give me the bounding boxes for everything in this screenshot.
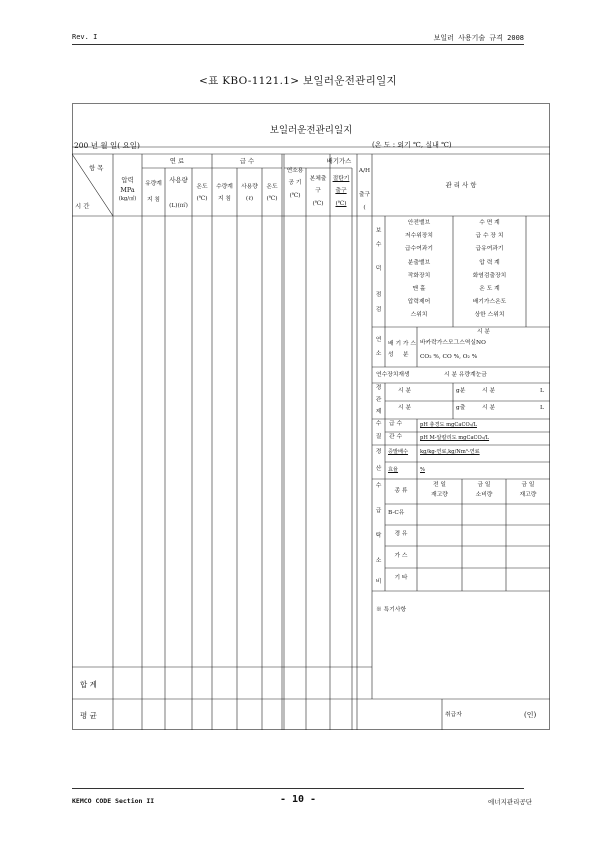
stock-side-4: 소 bbox=[375, 558, 382, 564]
blow-r1-label: g분 bbox=[456, 388, 466, 394]
combustion-air-header: 연소용 bbox=[286, 168, 304, 174]
water-boiler-label: 관 수 bbox=[389, 434, 403, 440]
water-side-1: 수 bbox=[375, 421, 382, 427]
footer-organization: 에너지관리공단 bbox=[488, 798, 532, 806]
gas-label: 배 기 가 스 성 분 bbox=[388, 341, 416, 358]
maint-left-1: 안전밸브 bbox=[407, 220, 431, 226]
table-caption: <표 KBO-1121.1> 보일러운전관리일지 bbox=[199, 75, 397, 87]
exhaust-body-sub: 구 bbox=[315, 188, 321, 194]
stock-consume-sub: 소비량 bbox=[475, 492, 493, 498]
maint-side-2: 수 bbox=[375, 242, 382, 248]
page-number: - 10 - bbox=[279, 794, 317, 805]
airheater-header: A/H bbox=[358, 168, 371, 174]
item-header: 항 목 bbox=[89, 164, 104, 172]
feedwater-meter-header: 수량계 bbox=[216, 184, 233, 190]
maint-left-8: 스위치 bbox=[410, 312, 428, 318]
maint-right-5: 화염검출장치 bbox=[472, 273, 507, 279]
economizer-header: 절탄기 bbox=[332, 176, 350, 182]
blow-side-2: 관 bbox=[375, 397, 382, 403]
feedwater-header: 급 수 bbox=[239, 157, 255, 165]
softener-value: 시 분 유량계눈금 bbox=[444, 372, 487, 378]
stock-type-header: 종 류 bbox=[394, 488, 408, 494]
header-rule bbox=[72, 44, 524, 45]
evaporation-unit: kg/kg-연료,kg/Nm³-연료 bbox=[420, 449, 480, 455]
stock-today-header: 금 일 bbox=[521, 482, 535, 488]
fuel-temp-unit: (℃) bbox=[196, 196, 208, 202]
gas-side-1: 연 bbox=[375, 337, 382, 343]
revision-label: Rev. I bbox=[72, 33, 98, 41]
blow-r1-time2: 시 분 bbox=[482, 388, 496, 394]
maint-left-3: 급수여과기 bbox=[405, 246, 433, 252]
feedwater-temp-header: 온도 bbox=[266, 184, 278, 190]
airheater-sub: 출구 bbox=[358, 192, 371, 198]
blow-r2-time2: 시 분 bbox=[482, 405, 496, 411]
blow-r2-label: g출 bbox=[456, 405, 466, 411]
blow-r1-time: 시 분 bbox=[398, 388, 412, 394]
operator-label: 취급자 bbox=[445, 712, 462, 718]
water-feed-value: pH 총경도 mgCaCO₃/L bbox=[420, 422, 477, 428]
exhaust-body-header: 본체출 bbox=[309, 176, 327, 182]
efficiency-unit: % bbox=[420, 467, 425, 473]
stock-side-5: 비 bbox=[375, 579, 382, 585]
total-row-label: 합 계 bbox=[80, 680, 97, 689]
maint-left-7: 압력제어 bbox=[407, 299, 431, 305]
maint-side-3: 덕 bbox=[375, 266, 382, 272]
maint-right-3: 급유여과기 bbox=[475, 246, 504, 252]
maint-right-6: 온 도 계 bbox=[479, 286, 500, 292]
maint-side-5: 검 bbox=[375, 307, 382, 313]
document-header-title: 보일러 사용기술 규격 2008 bbox=[433, 34, 524, 42]
stock-side-2: 급 bbox=[375, 508, 382, 514]
softener-label: 연수장치재생 bbox=[376, 372, 410, 378]
efficiency-label: 효율 bbox=[388, 467, 399, 473]
water-side-2: 질 bbox=[375, 434, 382, 440]
combustion-air-unit: (℃) bbox=[289, 193, 301, 199]
stock-today-sub: 재고량 bbox=[519, 492, 537, 498]
temperature-line: (온 도 : 외기 ℃, 실내 ℃) bbox=[372, 141, 452, 149]
stock-item-gas: 가 스 bbox=[394, 553, 408, 559]
feedwater-meter-sub: 지 침 bbox=[217, 196, 232, 202]
maint-right-8: 상한 스위치 bbox=[474, 312, 505, 318]
special-notes-label: ※ 특기사항 bbox=[376, 607, 407, 613]
blow-r1-unit: L bbox=[540, 388, 544, 394]
management-header: 관 리 사 항 bbox=[445, 181, 477, 189]
stock-consume-header: 금 일 bbox=[477, 482, 491, 488]
blow-r2-time: 시 분 bbox=[398, 405, 412, 411]
blow-side-3: 제 bbox=[375, 409, 382, 415]
form-title: 보일러운전관리일지 bbox=[269, 125, 353, 136]
stock-side-3: 탁 bbox=[375, 533, 382, 539]
water-feed-label: 급 수 bbox=[389, 421, 403, 427]
feedwater-usage-unit: (ℓ) bbox=[245, 196, 254, 202]
maint-right-1: 수 면 계 bbox=[479, 220, 500, 226]
seal-label: (인) bbox=[524, 711, 537, 719]
gas-time-header: 시 분 bbox=[476, 329, 491, 335]
footer-rule bbox=[72, 788, 524, 789]
economizer-unit: (℃) bbox=[335, 201, 347, 207]
calc-side-2: 산 bbox=[375, 466, 382, 472]
maint-side-1: 보 bbox=[375, 228, 382, 234]
stock-item-diesel: 경 유 bbox=[394, 531, 408, 537]
pressure-unit-kg: (kg/㎠) bbox=[118, 196, 137, 202]
fuel-meter-header: 유량계 bbox=[145, 181, 162, 187]
time-header: 시 간 bbox=[75, 202, 90, 210]
date-line: 200 년 월 일( 요일) bbox=[74, 141, 140, 150]
blow-side-1: 경 bbox=[375, 385, 382, 391]
maint-right-4: 압 력 계 bbox=[479, 260, 500, 266]
maint-side-4: 점 bbox=[375, 292, 382, 298]
footer-code: KEMCO CODE Section II bbox=[72, 797, 155, 805]
maint-left-6: 맨 홀 bbox=[412, 286, 426, 292]
maint-right-2: 급 수 장 치 bbox=[475, 233, 504, 239]
calc-side-1: 경 bbox=[375, 449, 382, 455]
fuel-header: 연 료 bbox=[169, 157, 185, 165]
maint-right-7: 배기가스온도 bbox=[472, 299, 507, 305]
water-boiler-value: pH M-알칼리도 mgCaCO₃/L bbox=[420, 435, 490, 441]
gas-composition: CO₂ %, CO %, O₂ % bbox=[420, 354, 478, 360]
feedwater-temp-unit: (℃) bbox=[266, 196, 278, 202]
boiler-log-form bbox=[72, 103, 550, 730]
exhaust-body-unit: (℃) bbox=[312, 201, 324, 207]
stock-item-other: 기 타 bbox=[394, 575, 408, 581]
fuel-usage-header: 사용량 bbox=[169, 176, 188, 184]
exhaust-gas-header: 배기가스 bbox=[326, 157, 352, 165]
airheater-unit: ( bbox=[363, 205, 366, 211]
feedwater-usage-header: 사용량 bbox=[241, 184, 258, 190]
maint-left-2: 저수위장치 bbox=[405, 233, 433, 239]
stock-prev-header: 전 일 bbox=[432, 482, 447, 488]
blow-r2-unit: L bbox=[540, 405, 544, 411]
maint-left-5: 작화장치 bbox=[407, 273, 431, 279]
economizer-sub: 출구 bbox=[335, 188, 347, 194]
gas-side-2: 소 bbox=[375, 351, 382, 357]
stock-prev-sub: 재고량 bbox=[431, 492, 448, 498]
pressure-header: 압력 bbox=[121, 176, 134, 184]
fuel-temp-header: 온도 bbox=[196, 184, 208, 190]
maint-left-4: 분출밸브 bbox=[407, 260, 431, 266]
average-row-label: 평 균 bbox=[80, 711, 97, 720]
fuel-meter-sub: 지 침 bbox=[146, 197, 161, 203]
gas-sub-header: 바카락가스모그스역실NO bbox=[420, 340, 486, 346]
fuel-usage-unit: (L)(㎥) bbox=[169, 203, 188, 209]
combustion-air-sub: 공 기 bbox=[288, 180, 302, 186]
stock-item-bc: B-C유 bbox=[388, 510, 405, 516]
pressure-unit-mpa: MPa bbox=[120, 186, 135, 194]
evaporation-label: 증발배수 bbox=[388, 449, 409, 455]
stock-side-1: 수 bbox=[375, 483, 382, 489]
